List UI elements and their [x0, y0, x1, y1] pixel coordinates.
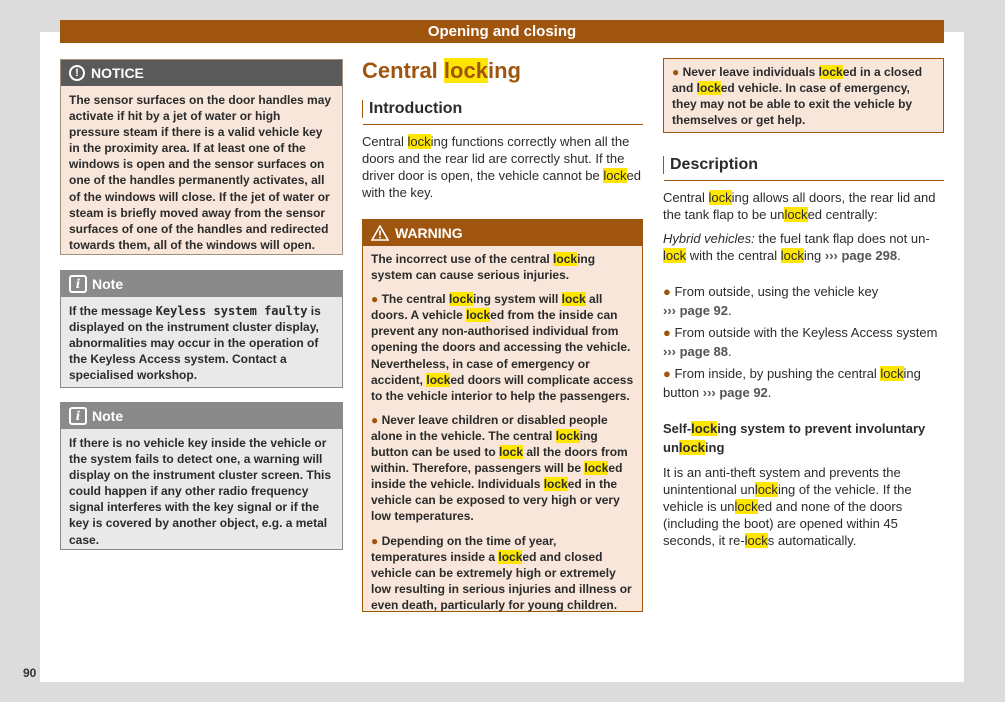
search-highlight: lock: [744, 533, 768, 548]
text-part: Depending on the time of year, temperatures inside a: [371, 533, 557, 564]
warning-triangle-icon: [371, 225, 389, 241]
search-highlight: lock: [426, 372, 451, 387]
text-part: ing system to prevent involuntary un: [663, 421, 926, 455]
page-title: [362, 58, 521, 84]
search-highlight: lock: [754, 482, 778, 497]
text-part: The incorrect use of the central: [371, 252, 554, 266]
search-highlight: lock: [603, 168, 627, 183]
text-part: Hybrid vehicles:: [663, 231, 755, 246]
text-part: Central: [663, 190, 709, 205]
text-part: ed doors will complicate access to the vehicle interior to help the passengers.: [371, 372, 634, 403]
text-part: ed vehicle. In case of emergency, they may not be able to exit the vehicle by themselves or get help.: [672, 81, 913, 128]
text-part: Central: [362, 134, 408, 149]
description-heading: Description: [663, 156, 758, 174]
text-part: It is an anti-theft system and prevents the unintentional un: [663, 465, 901, 497]
note-box-key-detection: [60, 402, 343, 550]
warning-box: [362, 219, 643, 612]
page-reference-link[interactable]: ››› page 298: [824, 248, 898, 263]
text-part: ing: [704, 440, 725, 455]
search-highlight: lock: [443, 58, 488, 83]
note-text-part: If the message: [69, 304, 156, 318]
text-part: ed and none of the doors (including the boot) are opened within 45 seconds, it re-: [663, 499, 903, 548]
text-part: ed in a closed and: [672, 65, 923, 96]
warning-bullet: ● The central locking system will lock all doors. A vehicle locked from the inside can prevent any non-authorised individual from opening the doors and accessing the vehicle. Nevertheless, in case of emergency or accident, locked doors will complicate access to the vehicle interior to help the passengers.: [371, 292, 634, 403]
description-text: [663, 189, 947, 223]
note-box-keyless: [60, 270, 343, 388]
search-highlight: lock: [499, 445, 524, 460]
text-part: the fuel tank flap does not un-: [754, 231, 930, 246]
display-message: Keyless system faulty: [155, 304, 308, 318]
text-part: ing button can be used to: [371, 428, 598, 460]
warning-bullet: ● Depending on the time of year, temperatures inside a locked and closed vehicle can be extremely high or extremely low resulting in serious injuries and illness or even death, particularly for young children.: [371, 533, 632, 612]
warning-text: [363, 246, 642, 626]
text-part: ing button: [663, 366, 921, 400]
chapter-header: Opening and closing: [60, 20, 944, 43]
note-title: Note: [92, 276, 124, 292]
search-highlight: lock: [678, 440, 705, 455]
list-item: ● From outside with the Keyless Access system ››› page 88.: [663, 325, 938, 359]
search-highlight: lock: [708, 190, 732, 205]
text-part: Never leave individuals: [682, 65, 819, 79]
note-text-part: is displayed on the instrument cluster display, abnormalities may occur in the operation of the Keyless Access system. Contact a specialised workshop.: [69, 304, 321, 383]
search-highlight: lock: [780, 248, 804, 263]
title-part: ing: [487, 58, 521, 83]
search-highlight: lock: [734, 499, 758, 514]
note-header: [61, 271, 342, 297]
warning-header: [363, 220, 642, 246]
search-highlight: lock: [543, 477, 568, 492]
text-part: From outside, using the vehicle key: [674, 284, 879, 299]
info-icon: i: [69, 275, 87, 293]
note-text: [61, 297, 342, 391]
introduction-heading: Introduction: [362, 100, 462, 118]
text-part: .: [897, 248, 901, 263]
text-part: all doors. A vehicle: [371, 292, 603, 323]
search-highlight: lock: [498, 549, 523, 564]
notice-header: [61, 60, 342, 86]
introduction-text: [362, 133, 646, 201]
continued-warning-box: ● Never leave individuals locked in a closed and locked vehicle. In case of emergency, they may not be able to exit the vehicle by themselves or get help.: [663, 58, 944, 133]
self-locking-text: [663, 464, 947, 549]
text-part: ed centrally:: [807, 207, 878, 222]
list-item: ● From outside, using the vehicle key ››› page 92.: [663, 284, 879, 318]
warning-bullet: ● Never leave children or disabled people alone in the vehicle. The central locking button can be used to lock all the doors from within. Therefore, passengers will be locked inside the vehicle. Individuals locked in the vehicle can be exposed to very high or very low temperatures.: [371, 412, 628, 524]
title-part: Central: [362, 58, 444, 83]
search-highlight: lock: [448, 292, 473, 307]
hybrid-text: [663, 230, 947, 264]
page-reference-link[interactable]: ››› page 88: [663, 344, 729, 359]
text-part: ing of the vehicle. If the vehicle is un: [663, 482, 912, 514]
text-part: ing system can cause serious injuries.: [371, 252, 596, 283]
search-highlight: lock: [663, 248, 687, 263]
search-highlight: lock: [407, 134, 431, 149]
note-title: Note: [92, 408, 124, 424]
text-part: From inside, by pushing the central: [674, 366, 881, 381]
notice-box: [60, 59, 343, 255]
self-locking-heading: [663, 419, 947, 457]
search-highlight: lock: [691, 421, 718, 436]
text-part: s automatically.: [767, 533, 857, 548]
search-highlight: lock: [880, 366, 904, 381]
text-part: ed with the key.: [362, 168, 641, 200]
search-highlight: lock: [553, 252, 578, 266]
text-part: ing allows all doors, the rear lid and the tank flap to be un: [663, 190, 936, 222]
note-header: [61, 403, 342, 429]
page-number: 90: [23, 666, 37, 680]
page-reference-link[interactable]: ››› page 92: [702, 385, 768, 400]
text-part: Never leave children or disabled people alone in the vehicle. The central: [371, 412, 608, 443]
warning-intro: [371, 251, 634, 283]
text-part: ing functions correctly when all the doors and the rear lid are correctly shut. If the driver door is open, the vehicle cannot be: [362, 134, 630, 183]
search-highlight: lock: [784, 207, 808, 222]
search-highlight: lock: [561, 292, 586, 307]
page-reference-link[interactable]: ››› page 92: [663, 303, 729, 318]
info-icon: i: [69, 407, 87, 425]
text-part: The central: [381, 292, 449, 307]
text-part: ed inside the vehicle. Individuals: [371, 461, 623, 492]
text-part: ed from the inside can prevent any non-authorised individual from opening the doors and accessing the vehicle. Nevertheless, in case of emergency or accident,: [371, 308, 631, 387]
search-highlight: lock: [584, 461, 609, 476]
note-text: If there is no vehicle key inside the vehicle or the system fails to detect one, a warning will display on the instrument cluster screen. This could happen if any other radio frequency signal interferes with the key signal or if the key is covered by another object, e.g. a metal case.: [69, 436, 332, 547]
text-part: From outside with the Keyless Access system: [674, 325, 938, 340]
notice-text: The sensor surfaces on the door handles may activate if hit by a jet of water or high pressure steam if there is a valid vehicle key in the proximity area. If at least one of the windows is open and the sensor surfaces on one of the handles permanently activates, all of the windows will close. If the jet of water or steam is briefly moved away from the sensor surfaces of one of the handles and redirected towards them, all of the windows will open.: [69, 93, 332, 252]
search-highlight: lock: [555, 428, 580, 443]
warning-title: WARNING: [395, 225, 463, 241]
text-part: .: [767, 385, 772, 400]
text-part: .: [728, 344, 732, 359]
exclamation-circle-icon: !: [69, 65, 85, 81]
notice-title: NOTICE: [91, 65, 144, 81]
text-part: ing system will: [472, 292, 562, 307]
text-part: ed in the vehicle can be exposed to very high or very low temperatures.: [371, 477, 620, 524]
text-part: all the doors from within. Therefore, passengers will be: [371, 445, 628, 476]
text-part: ing: [803, 248, 825, 263]
text-part: with the central: [686, 248, 781, 263]
text-part: ed and closed vehicle can be extremely high or extremely low resulting in serious injuries and illness or even death, particularly for young children.: [371, 549, 632, 612]
list-item: ● From inside, by pushing the central locking button ››› page 92.: [663, 366, 921, 400]
text-part: Self-: [663, 421, 692, 436]
text-part: .: [728, 303, 732, 318]
search-highlight: lock: [696, 81, 721, 96]
search-highlight: lock: [466, 308, 491, 323]
search-highlight: lock: [818, 65, 843, 79]
